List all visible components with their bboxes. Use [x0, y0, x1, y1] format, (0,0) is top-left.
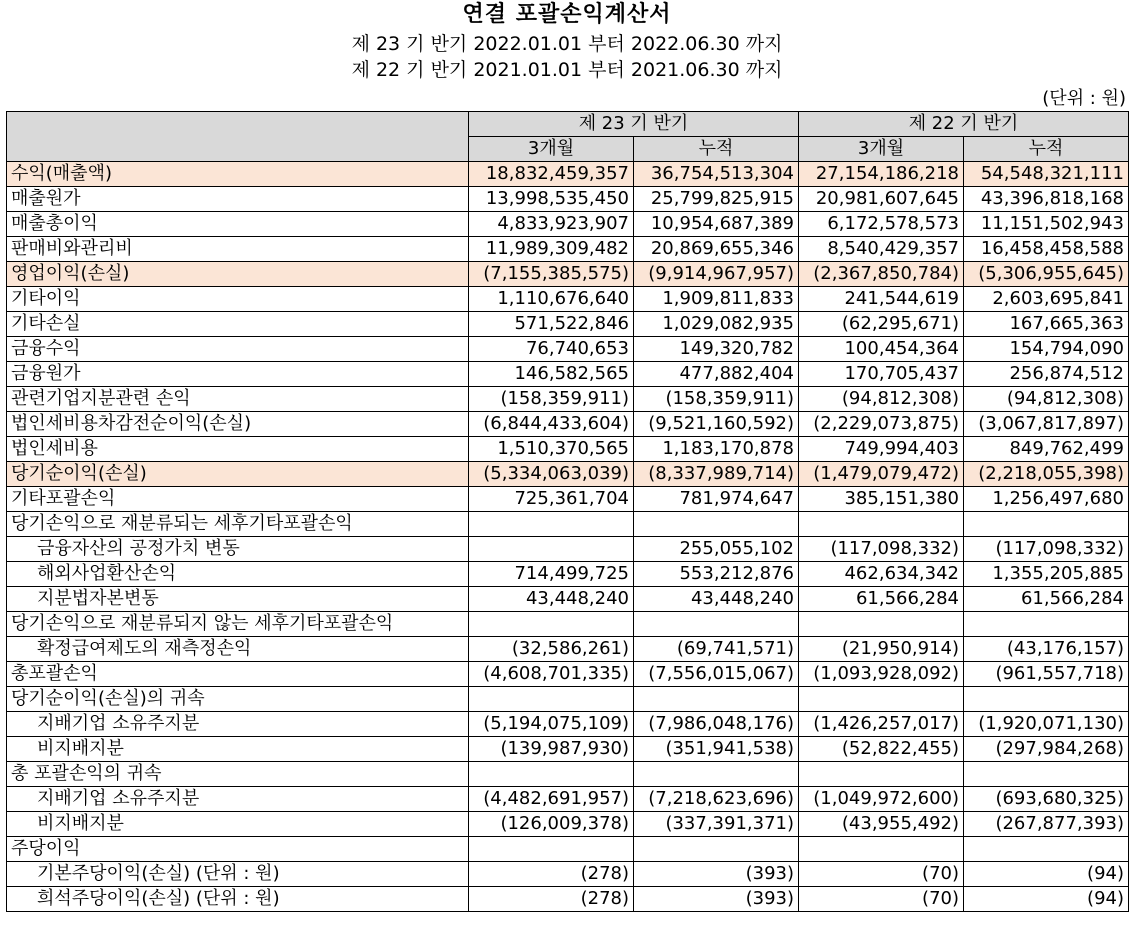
- row-label: 총포괄손익: [7, 662, 469, 687]
- value-cell: 18,832,459,357: [469, 162, 634, 187]
- value-cell: (9,521,160,592): [634, 412, 799, 437]
- value-cell: 167,665,363: [964, 312, 1129, 337]
- value-cell: 11,151,502,943: [964, 212, 1129, 237]
- row-label: 금융수익: [7, 337, 469, 362]
- value-cell: (5,334,063,039): [469, 462, 634, 487]
- value-cell: 76,740,653: [469, 337, 634, 362]
- value-cell: (2,229,073,875): [799, 412, 964, 437]
- value-cell: (94,812,308): [964, 387, 1129, 412]
- value-cell: 553,212,876: [634, 562, 799, 587]
- row-label: 지배기업 소유주지분: [7, 712, 469, 737]
- value-cell: [634, 687, 799, 712]
- value-cell: [634, 837, 799, 862]
- value-cell: 1,510,370,565: [469, 437, 634, 462]
- statement-title: 연결 포괄손익계산서: [462, 2, 672, 27]
- row-label: 금융자산의 공정가치 변동: [7, 537, 469, 562]
- value-cell: [469, 612, 634, 637]
- value-cell: 4,833,923,907: [469, 212, 634, 237]
- value-cell: [469, 512, 634, 537]
- value-cell: (117,098,332): [964, 537, 1129, 562]
- value-cell: 100,454,364: [799, 337, 964, 362]
- value-cell: [964, 512, 1129, 537]
- value-cell: (7,155,385,575): [469, 262, 634, 287]
- row-label: 판매비와관리비: [7, 237, 469, 262]
- value-cell: (70): [799, 887, 964, 912]
- value-cell: 6,172,578,573: [799, 212, 964, 237]
- value-cell: 781,974,647: [634, 487, 799, 512]
- value-cell: 1,110,676,640: [469, 287, 634, 312]
- table-row: [7, 337, 1129, 362]
- value-cell: (94): [964, 862, 1129, 887]
- value-cell: (1,049,972,600): [799, 787, 964, 812]
- value-cell: (21,950,914): [799, 637, 964, 662]
- row-label: 기타이익: [7, 287, 469, 312]
- table-row: [7, 662, 1129, 687]
- table-row: [7, 687, 1129, 712]
- row-label: 희석주당이익(손실) (단위 : 원): [7, 887, 469, 912]
- value-cell: (393): [634, 862, 799, 887]
- value-cell: 154,794,090: [964, 337, 1129, 362]
- table-row: [7, 237, 1129, 262]
- header-current-period: 제 23 기 반기: [469, 112, 799, 137]
- value-cell: 54,548,321,111: [964, 162, 1129, 187]
- table-row: [7, 162, 1129, 187]
- table-row: [7, 862, 1129, 887]
- value-cell: 241,544,619: [799, 287, 964, 312]
- table-row: [7, 812, 1129, 837]
- table-row: [7, 512, 1129, 537]
- table-row: [7, 412, 1129, 437]
- value-cell: (961,557,718): [964, 662, 1129, 687]
- row-label: 수익(매출액): [7, 162, 469, 187]
- header-blank-cell: [7, 112, 469, 162]
- value-cell: (117,098,332): [799, 537, 964, 562]
- value-cell: 20,981,607,645: [799, 187, 964, 212]
- value-cell: (7,556,015,067): [634, 662, 799, 687]
- value-cell: 255,055,102: [634, 537, 799, 562]
- table-row: [7, 887, 1129, 912]
- value-cell: (1,920,071,130): [964, 712, 1129, 737]
- value-cell: [964, 687, 1129, 712]
- value-cell: (158,359,911): [469, 387, 634, 412]
- value-cell: (94,812,308): [799, 387, 964, 412]
- table-row: [7, 562, 1129, 587]
- current-period: 제 23 기 반기 2022.01.01 부터 2022.06.30 까지: [351, 33, 783, 55]
- value-cell: [469, 687, 634, 712]
- row-label: 주당이익: [7, 837, 469, 862]
- value-cell: (8,337,989,714): [634, 462, 799, 487]
- row-label: 법인세비용차감전순이익(손실): [7, 412, 469, 437]
- table-row: [7, 462, 1129, 487]
- value-cell: [469, 537, 634, 562]
- row-label: 확정급여제도의 재측정손익: [7, 637, 469, 662]
- value-cell: 146,582,565: [469, 362, 634, 387]
- table-row: [7, 837, 1129, 862]
- value-cell: 61,566,284: [964, 587, 1129, 612]
- value-cell: (693,680,325): [964, 787, 1129, 812]
- value-cell: 8,540,429,357: [799, 237, 964, 262]
- value-cell: (43,955,492): [799, 812, 964, 837]
- table-row: [7, 537, 1129, 562]
- row-label: 총 포괄손익의 귀속: [7, 762, 469, 787]
- value-cell: (9,914,967,957): [634, 262, 799, 287]
- table-row: [7, 387, 1129, 412]
- value-cell: 43,396,818,168: [964, 187, 1129, 212]
- value-cell: 61,566,284: [799, 587, 964, 612]
- table-row: [7, 312, 1129, 337]
- header-prior-3m: 3개월: [799, 137, 964, 162]
- value-cell: (297,984,268): [964, 737, 1129, 762]
- value-cell: [799, 762, 964, 787]
- table-row: [7, 287, 1129, 312]
- value-cell: [634, 762, 799, 787]
- value-cell: (7,218,623,696): [634, 787, 799, 812]
- table-row: [7, 612, 1129, 637]
- value-cell: (6,844,433,604): [469, 412, 634, 437]
- row-label: 당기순이익(손실)의 귀속: [7, 687, 469, 712]
- header-current-cumulative: 누적: [634, 137, 799, 162]
- value-cell: 25,799,825,915: [634, 187, 799, 212]
- value-cell: 27,154,186,218: [799, 162, 964, 187]
- row-label: 당기손익으로 재분류되지 않는 세후기타포괄손익: [7, 612, 469, 637]
- row-label: 당기순이익(손실): [7, 462, 469, 487]
- table-row: [7, 712, 1129, 737]
- value-cell: 43,448,240: [634, 587, 799, 612]
- row-label: 영업이익(손실): [7, 262, 469, 287]
- row-label: 매출원가: [7, 187, 469, 212]
- row-label: 당기손익으로 재분류되는 세후기타포괄손익: [7, 512, 469, 537]
- value-cell: 10,954,687,389: [634, 212, 799, 237]
- value-cell: 571,522,846: [469, 312, 634, 337]
- table-row: [7, 212, 1129, 237]
- value-cell: (1,093,928,092): [799, 662, 964, 687]
- income-statement-table: [6, 111, 1129, 912]
- value-cell: 725,361,704: [469, 487, 634, 512]
- table-row: [7, 587, 1129, 612]
- value-cell: (5,306,955,645): [964, 262, 1129, 287]
- value-cell: 1,183,170,878: [634, 437, 799, 462]
- header-current-3m: 3개월: [469, 137, 634, 162]
- table-row: [7, 637, 1129, 662]
- header-row-groups: [7, 112, 1129, 137]
- row-label: 금융원가: [7, 362, 469, 387]
- value-cell: (267,877,393): [964, 812, 1129, 837]
- value-cell: (393): [634, 887, 799, 912]
- value-cell: [469, 837, 634, 862]
- value-cell: (139,987,930): [469, 737, 634, 762]
- value-cell: 36,754,513,304: [634, 162, 799, 187]
- row-label: 지분법자본변동: [7, 587, 469, 612]
- row-label: 해외사업환산손익: [7, 562, 469, 587]
- value-cell: (2,367,850,784): [799, 262, 964, 287]
- value-cell: (126,009,378): [469, 812, 634, 837]
- table-row: [7, 262, 1129, 287]
- value-cell: [469, 762, 634, 787]
- table-row: [7, 762, 1129, 787]
- value-cell: 170,705,437: [799, 362, 964, 387]
- value-cell: [964, 837, 1129, 862]
- value-cell: 1,029,082,935: [634, 312, 799, 337]
- row-label: 비지배지분: [7, 737, 469, 762]
- value-cell: (337,391,371): [634, 812, 799, 837]
- table-row: [7, 737, 1129, 762]
- value-cell: 1,256,497,680: [964, 487, 1129, 512]
- value-cell: [799, 837, 964, 862]
- value-cell: 714,499,725: [469, 562, 634, 587]
- row-label: 기타손실: [7, 312, 469, 337]
- value-cell: 2,603,695,841: [964, 287, 1129, 312]
- table-row: [7, 437, 1129, 462]
- row-label: 기타포괄손익: [7, 487, 469, 512]
- table-row: [7, 787, 1129, 812]
- value-cell: 20,869,655,346: [634, 237, 799, 262]
- value-cell: (94): [964, 887, 1129, 912]
- value-cell: (2,218,055,398): [964, 462, 1129, 487]
- value-cell: 462,634,342: [799, 562, 964, 587]
- row-label: 매출총이익: [7, 212, 469, 237]
- value-cell: (3,067,817,897): [964, 412, 1129, 437]
- value-cell: 16,458,458,588: [964, 237, 1129, 262]
- value-cell: (62,295,671): [799, 312, 964, 337]
- header-prior-period: 제 22 기 반기: [799, 112, 1129, 137]
- value-cell: [634, 612, 799, 637]
- table-row: [7, 487, 1129, 512]
- table-row: [7, 362, 1129, 387]
- value-cell: [964, 612, 1129, 637]
- table-row: [7, 187, 1129, 212]
- value-cell: 11,989,309,482: [469, 237, 634, 262]
- value-cell: (5,194,075,109): [469, 712, 634, 737]
- value-cell: (1,426,257,017): [799, 712, 964, 737]
- row-label: 지배기업 소유주지분: [7, 787, 469, 812]
- value-cell: 43,448,240: [469, 587, 634, 612]
- value-cell: 1,355,205,885: [964, 562, 1129, 587]
- value-cell: 13,998,535,450: [469, 187, 634, 212]
- row-label: 기본주당이익(손실) (단위 : 원): [7, 862, 469, 887]
- row-label: 관련기업지분관련 손익: [7, 387, 469, 412]
- value-cell: [799, 687, 964, 712]
- value-cell: 256,874,512: [964, 362, 1129, 387]
- value-cell: (351,941,538): [634, 737, 799, 762]
- value-cell: (4,608,701,335): [469, 662, 634, 687]
- value-cell: [634, 512, 799, 537]
- value-cell: 385,151,380: [799, 487, 964, 512]
- unit-label: (단위 : 원): [1042, 88, 1126, 109]
- value-cell: 849,762,499: [964, 437, 1129, 462]
- value-cell: (32,586,261): [469, 637, 634, 662]
- value-cell: (4,482,691,957): [469, 787, 634, 812]
- value-cell: (7,986,048,176): [634, 712, 799, 737]
- row-label: 법인세비용: [7, 437, 469, 462]
- value-cell: 1,909,811,833: [634, 287, 799, 312]
- header-prior-cumulative: 누적: [964, 137, 1129, 162]
- value-cell: [799, 512, 964, 537]
- value-cell: (69,741,571): [634, 637, 799, 662]
- value-cell: (52,822,455): [799, 737, 964, 762]
- row-label: 비지배지분: [7, 812, 469, 837]
- prior-period: 제 22 기 반기 2021.01.01 부터 2021.06.30 까지: [351, 59, 783, 81]
- value-cell: [799, 612, 964, 637]
- value-cell: (278): [469, 862, 634, 887]
- value-cell: (158,359,911): [634, 387, 799, 412]
- value-cell: [964, 762, 1129, 787]
- value-cell: (43,176,157): [964, 637, 1129, 662]
- value-cell: 477,882,404: [634, 362, 799, 387]
- value-cell: (70): [799, 862, 964, 887]
- value-cell: 749,994,403: [799, 437, 964, 462]
- value-cell: (1,479,079,472): [799, 462, 964, 487]
- value-cell: 149,320,782: [634, 337, 799, 362]
- value-cell: (278): [469, 887, 634, 912]
